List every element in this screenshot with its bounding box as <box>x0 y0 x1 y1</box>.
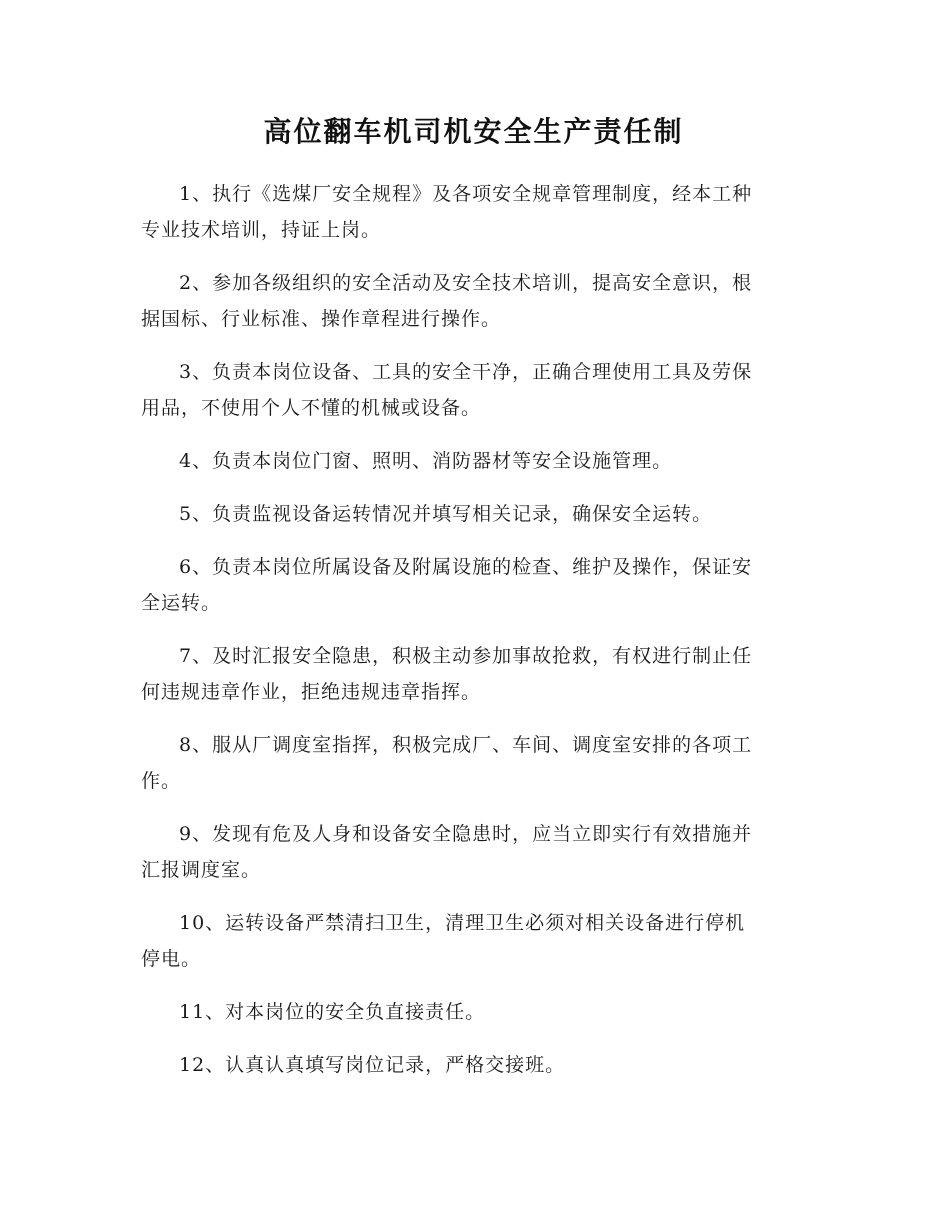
document-page <box>141 108 806 1100</box>
clause-10-line-1: 10、运转设备严禁清扫卫生，清理卫生必须对相关设备进行停机 <box>179 912 746 934</box>
clause-2 <box>141 265 806 337</box>
clause-11-line-1: 11、对本岗位的安全负直接责任。 <box>179 1001 486 1023</box>
clause-2-line-2: 据国标、行业标准、操作章程进行操作。 <box>141 308 502 330</box>
clause-12 <box>141 1047 806 1083</box>
clause-5 <box>141 496 806 532</box>
clause-4-line-1: 4、负责本岗位门窗、照明、消防器材等安全设施管理。 <box>179 450 673 472</box>
clause-7-line-2: 何违规违章作业，拒绝违规违章指挥。 <box>141 681 482 703</box>
clause-10-line-2: 停电。 <box>141 948 202 970</box>
clause-8 <box>141 727 806 799</box>
clause-9-line-2: 汇报调度室。 <box>141 859 262 881</box>
clause-7 <box>141 638 806 710</box>
clause-6 <box>141 549 806 621</box>
clause-9 <box>141 816 806 888</box>
clause-11 <box>141 994 806 1030</box>
clause-12-line-1: 12、认真认真填写岗位记录，严格交接班。 <box>179 1054 566 1076</box>
clause-7-line-1: 7、及时汇报安全隐患，积极主动参加事故抢救，有权进行制止任 <box>179 645 753 667</box>
clause-3 <box>141 354 806 426</box>
clause-9-line-1: 9、发现有危及人身和设备安全隐患时，应当立即实行有效措施并 <box>179 823 753 845</box>
clause-list <box>141 176 806 1083</box>
clause-1-line-2: 专业技术培训，持证上岗。 <box>141 219 382 241</box>
clause-1 <box>141 176 806 248</box>
clause-1-line-1: 1、执行《选煤厂安全规程》及各项安全规章管理制度，经本工种 <box>179 183 753 205</box>
clause-10 <box>141 905 806 977</box>
clause-5-line-1: 5、负责监视设备运转情况并填写相关记录，确保安全运转。 <box>179 503 713 525</box>
clause-4 <box>141 443 806 479</box>
clause-6-line-2: 全运转。 <box>141 592 222 614</box>
clause-3-line-1: 3、负责本岗位设备、工具的安全干净，正确合理使用工具及劳保 <box>179 361 753 383</box>
clause-2-line-1: 2、参加各级组织的安全活动及安全技术培训，提高安全意识，根 <box>179 272 753 294</box>
document-title: 高位翻车机司机安全生产责任制 <box>263 115 684 148</box>
clause-6-line-1: 6、负责本岗位所属设备及附属设施的检查、维护及操作，保证安 <box>179 556 753 578</box>
clause-3-line-2: 用品，不使用个人不懂的机械或设备。 <box>141 397 482 419</box>
clause-8-line-2: 作。 <box>141 770 182 792</box>
clause-8-line-1: 8、服从厂调度室指挥，积极完成厂、车间、调度室安排的各项工 <box>179 734 753 756</box>
